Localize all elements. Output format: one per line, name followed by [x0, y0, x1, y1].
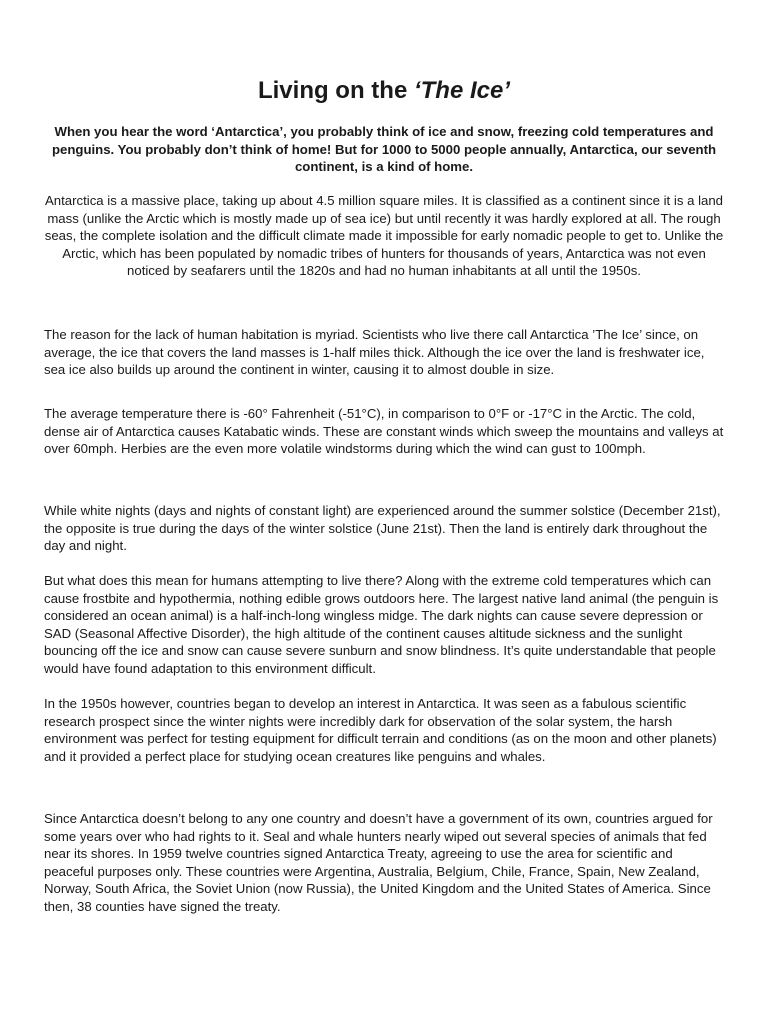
body-paragraph-6: In the 1950s however, countries began to develop an interest in Antarctica. It was seen as a fabulous scientific research prospect since the winter nights were incredibly dark for observation of the solar system, the harsh environment was perfect for testing equipment for difficult terrain and conditions (as on the moon and other planets) and it provided a perfect place for studying ocean creatures like penguins and whales.: [44, 696, 717, 764]
intro-paragraph: When you hear the word ‘Antarctica’, you probably think of ice and snow, freezing cold temperatures and penguins. You probably don’t think of home! But for 1000 to 5000 people annually, Antarctica, our seventh continent, is a kind of home.: [51, 124, 717, 174]
body-paragraph-1: Antarctica is a massive place, taking up about 4.5 million square miles. It is classified as a continent since it is a land mass (unlike the Arctic which is mostly made up of sea ice) but until recently it was hardly explored at all. The rough seas, the complete isolation and the difficult climate made it impossible for early nomadic people to get to. Unlike the Arctic, which has been populated by nomadic tribes of hunters for thousands of years, Antarctica was not even noticed by seafarers until the 1820s and had no human inhabitants at all until the 1950s.: [44, 193, 724, 278]
title-prefix: Living on the: [257, 77, 414, 104]
page-title: [0, 74, 768, 108]
body-paragraph-5: But what does this mean for humans attempting to live there? Along with the extreme cold temperatures which can cause frostbite and hypothermia, nothing edible grows outdoors here. The largest native land animal (the penguin is considered an ocean animal) is a half-inch-long wingless midge. The dark nights can cause severe depression or SAD (Seasonal Affective Disorder), the high altitude of the continent causes altitude sickness and the sunlight bouncing off the ice and snow can cause severe sunburn and snow blindness. It’s quite understandable that people would have found adaptation to this environment difficult.: [44, 573, 719, 676]
body-paragraph-3: The average temperature there is -60° Fahrenheit (-51°C), in comparison to 0°F or -17°C in the Arctic. The cold, dense air of Antarctica causes Katabatic winds. These are constant winds which sweep the mountains and valleys at over 60mph. Herbies are the even more volatile windstorms during which the wind can gust to 100mph.: [44, 406, 724, 456]
body-paragraph-2: The reason for the lack of human habitation is myriad. Scientists who live there call Antarctica ’The Ice’ since, on average, the ice that covers the land masses is 1-half miles thick. Although the ice over the land is freshwater ice, sea ice also builds up around the continent in winter, causing it to almost double in size.: [44, 327, 705, 377]
body-paragraph-7: Since Antarctica doesn’t belong to any one country and doesn’t have a government of its own, countries argued for some years over who had rights to it. Seal and whale hunters nearly wiped out several species of animals that fed near its shores. In 1959 twelve countries signed Antarctica Treaty, agreeing to use the area for scientific and peaceful purposes only. These countries were Argentina, Australia, Belgium, Chile, France, Spain, New Zealand, Norway, South Africa, the Soviet Union (now Russia), the United Kingdom and the United States of America. Since then, 38 counties have signed the treaty.: [44, 811, 713, 914]
title-emphasis: ‘The Ice’: [413, 77, 511, 104]
body-paragraph-4: While white nights (days and nights of constant light) are experienced around the summer solstice (December 21st), the opposite is true during the days of the winter solstice (June 21st). Then the land is entirely dark throughout the day and night.: [44, 503, 721, 553]
